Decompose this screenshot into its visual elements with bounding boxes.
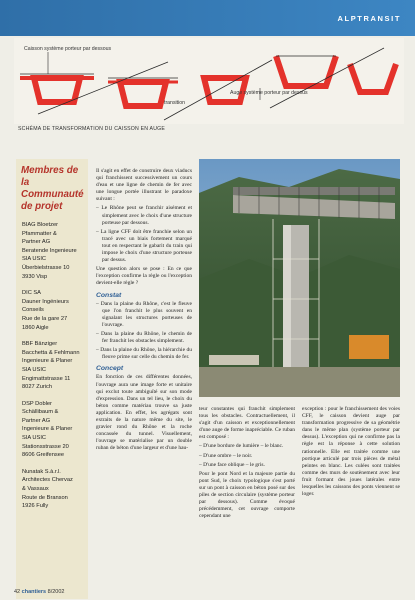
page-footer	[14, 589, 64, 595]
bullet-list-a	[96, 205, 192, 264]
issue-number: 8/2002	[47, 589, 65, 595]
member-line: Stationsstrasse 20	[22, 443, 69, 450]
member-line: 1860 Aigle	[22, 324, 49, 331]
bullet-item: – D'une face oblique – le gris.	[199, 461, 265, 468]
bullet-list-b	[96, 301, 192, 362]
diagram-caption: SCHÉMA DE TRANSFORMATION DU CAISSON EN AUGE	[18, 126, 166, 132]
section-heading-constat: Constat	[96, 291, 122, 299]
bullet-item: – La ligne CFF doit être franchie selon un tracé avec un biais fortement marqué tout en respectant le gabarit du train qui impose le choix d'une structure porteuse par dessus.	[96, 228, 192, 264]
member-line: Beratende Ingenieure	[22, 247, 77, 254]
page-number: 42	[14, 589, 21, 595]
intro-paragraph: Il s'agit en effet de construire deux viaducs qui franchissent successivement un cours d'eau et une ligne de chemin de fer avec une longue portée illustrant le paradoxe suivant :	[96, 168, 192, 203]
members-list	[16, 213, 88, 511]
member-line: 8027 Zurich	[22, 384, 53, 391]
question-paragraph: Une question alors se pose : En ce que l'exception confirme la règle ou l'exception devient-elle règle ?	[96, 266, 192, 287]
member-block	[22, 289, 83, 332]
bullet-list-c	[199, 443, 295, 468]
member-block	[22, 400, 83, 460]
member-line: Conseils	[22, 307, 44, 314]
member-line: 1926 Fully	[22, 503, 49, 510]
member-line: Nunatak S.à.r.l.	[22, 468, 61, 475]
member-block	[22, 221, 83, 281]
header-bar	[0, 0, 415, 36]
bullet-item: – D'une bordure de lumière – le blanc.	[199, 443, 284, 450]
member-line: SIA USIC	[22, 435, 47, 442]
member-line: Rue de la gare 27	[22, 315, 68, 322]
member-line: Architectes Chervaz	[22, 477, 73, 484]
member-block	[22, 340, 83, 392]
concept-paragraph: En fonction de ces différentes données, l'ouvrage aura une image forte et unitaire qui exclut toute ambiguïté sur son mode d'expression. Dans un tel lieu, le choix du béton comme matériau trouve sa juste application. En effet, les agrégats sont extraits de la nature même du site, le gravier rond du Rhône et la roche concassée du tunnel. Visuellement, l'ouvrage se matérialise par un double ruban de béton d'une largeur et d'une hau-	[96, 374, 192, 452]
member-line: Partner AG	[22, 417, 51, 424]
member-line: Schällibaum &	[22, 409, 59, 416]
member-line: Dauner Ingénieurs	[22, 298, 69, 305]
bullet-item: – Dans la plaine du Rhône, le chemin de fer franchit les obstacles simplement.	[96, 330, 192, 345]
sidebar-title: Membres de la Communauté de projet	[21, 165, 84, 212]
magazine-name: chantiers	[21, 589, 47, 595]
bullet-item: – Le Rhône peut se franchir aisément et simplement avec le choix d'une structure porteuse par dessous.	[96, 205, 192, 226]
member-line: Route de Branson	[22, 494, 68, 501]
member-line: DSP Dobler	[22, 400, 52, 407]
member-line: SIA USIC	[22, 366, 47, 373]
col3-paragraph: exception : pour le franchissement des voies CFF, le caisson devient auge par transformation progressive de sa géométrie dans le même plan (système porteur par dessus). L'exception qui ne confirme pas la règle est la réponse à cette solution rationnelle. Elle est traitée comme une portique articulé par trois pièces de métal peintes en blanc. Les culées sont traitées comme des murs de soutènement avec leur fruit formant des joues latérales entre lesquelles les caissons des ponts viennent se loger.	[302, 406, 400, 498]
member-line: BIAG Bloetzer	[22, 222, 59, 228]
text-column-1	[96, 168, 192, 454]
label-caisson: Caisson système porteur par dessous	[24, 46, 112, 52]
transformation-diagram	[14, 38, 404, 124]
bridge-photo	[199, 159, 400, 397]
member-line: & Vassaux	[22, 486, 49, 493]
bullet-item: – Dans la plaine du Rhône, c'est le fleuve que l'on franchit le plus souvent en signalant les structures porteuses de l'ouvrage.	[96, 300, 192, 328]
member-line: Bacchetta & Fehlmann	[22, 349, 80, 356]
member-line: Ingenieure & Planer	[22, 426, 73, 433]
section-label: ALPTRANSIT	[337, 14, 401, 23]
project-members-sidebar	[16, 159, 88, 599]
member-line: Partner AG	[22, 239, 51, 246]
bullet-item: – Dans la plaine du Rhône, la hiérarchie du fleuve prime sur celle du chemin de fer.	[96, 347, 192, 361]
col2-paragraph-1: teur constantes qui franchit simplement tous les obstacles. Contractuellement, il s'agit d'un caisson et exceptionnellement d'une auge de forme inapréciable. Ce ruban est composé :	[199, 406, 295, 441]
text-column-2	[199, 406, 295, 522]
member-line: DIC SA	[22, 290, 41, 297]
member-line: BBF Bänziger	[22, 341, 58, 348]
member-line: 8606 Greifensee	[22, 452, 65, 459]
member-line: Engimattstrasse 11	[22, 375, 71, 382]
member-block	[22, 468, 83, 511]
member-line: Pfammatter &	[22, 230, 57, 237]
member-line: Überbielstrasse 10	[22, 264, 70, 271]
bridge-construction-image	[199, 159, 400, 397]
col2-paragraph-2: Pour le pont Nord et la majeure partie du pont Sud, le choix typologique s'est porté sur un pont à caisson en béton posé sur des piles de section circulaire (système porteur par dessous). Comme évoqué précédemment, cet ouvrage comporte cependant une	[199, 470, 295, 520]
member-line: 3930 Visp	[22, 273, 48, 280]
label-transition: transition	[164, 100, 186, 106]
bullet-item: – D'une ombre – le noir.	[199, 452, 253, 459]
label-auge: Auge système porteur par dessus	[230, 90, 308, 96]
member-line: SIA USIC	[22, 256, 47, 263]
section-heading-concept: Concept	[96, 365, 124, 373]
text-column-3	[302, 406, 400, 500]
member-line: Ingenieure & Planer	[22, 358, 73, 365]
